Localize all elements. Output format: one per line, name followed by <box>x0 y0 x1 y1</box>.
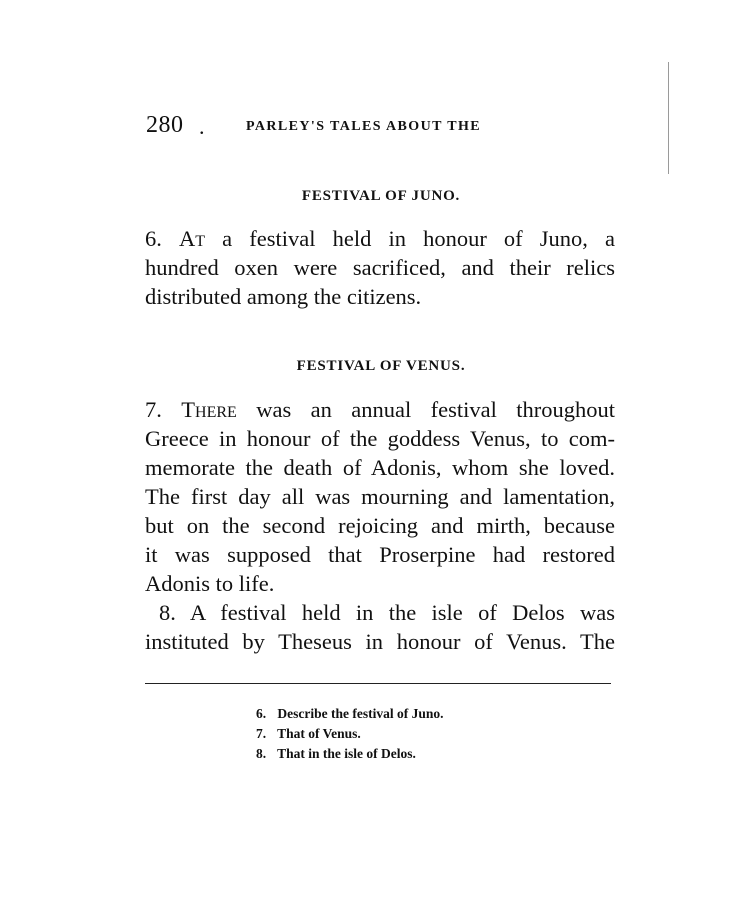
paragraph-lead-word: At <box>179 226 206 251</box>
paragraph-line <box>145 395 615 424</box>
footnotes <box>256 704 596 764</box>
paragraph-line: it was supposed that Proserpine had restored <box>145 542 615 567</box>
paragraph-number: 6. <box>145 226 162 251</box>
footnote-number: 6. <box>256 706 267 721</box>
paragraph-6 <box>145 224 615 311</box>
paragraph-line: hundred oxen were sacrificed, and their relics <box>145 255 615 280</box>
running-title: PARLEY'S TALES ABOUT THE <box>246 119 481 134</box>
paragraph-line: distributed among the citizens. <box>145 284 422 309</box>
paragraph-7 <box>145 395 615 598</box>
footnote-text: Describe the festival of Juno. <box>277 706 444 721</box>
footnote-divider <box>145 683 611 684</box>
section-heading-juno: FESTIVAL OF JUNO. <box>301 188 461 204</box>
footnote-text: That of Venus. <box>277 726 361 741</box>
footnote-number: 8. <box>256 746 267 761</box>
footnote-number: 7. <box>256 726 267 741</box>
paragraph-8 <box>145 598 615 656</box>
page-edge-line <box>668 62 669 174</box>
running-head-separator: . <box>199 114 205 139</box>
footnote-text: That in the isle of Delos. <box>277 746 416 761</box>
paragraph-line: memorate the death of Adonis, whom she loved. <box>145 455 615 480</box>
paragraph-line-text: a festival held in honour of Juno, a <box>222 226 616 251</box>
paragraph-lead-word: There <box>181 397 237 422</box>
footnote-item <box>256 724 596 744</box>
paragraph-line: instituted by Theseus in honour of Venus. The <box>145 629 615 654</box>
paragraph-line <box>145 224 615 253</box>
paragraph-line: The first day all was mourning and lamentation, <box>145 484 615 509</box>
page-number: 280 <box>146 112 184 138</box>
paragraph-line: 8. A festival held in the isle of Delos was <box>159 600 615 625</box>
footnote-item <box>256 744 596 764</box>
footnote-item <box>256 704 596 724</box>
paragraph-line: Adonis to life. <box>145 571 275 596</box>
paragraph-number: 7. <box>145 397 162 422</box>
running-head <box>146 112 616 142</box>
section-heading-venus: FESTIVAL OF VENUS. <box>296 358 466 374</box>
paragraph-line-text: was an annual festival throughout <box>256 397 615 422</box>
paragraph-line: but on the second rejoicing and mirth, because <box>145 513 615 538</box>
paragraph-line: Greece in honour of the goddess Venus, to com- <box>145 426 615 451</box>
